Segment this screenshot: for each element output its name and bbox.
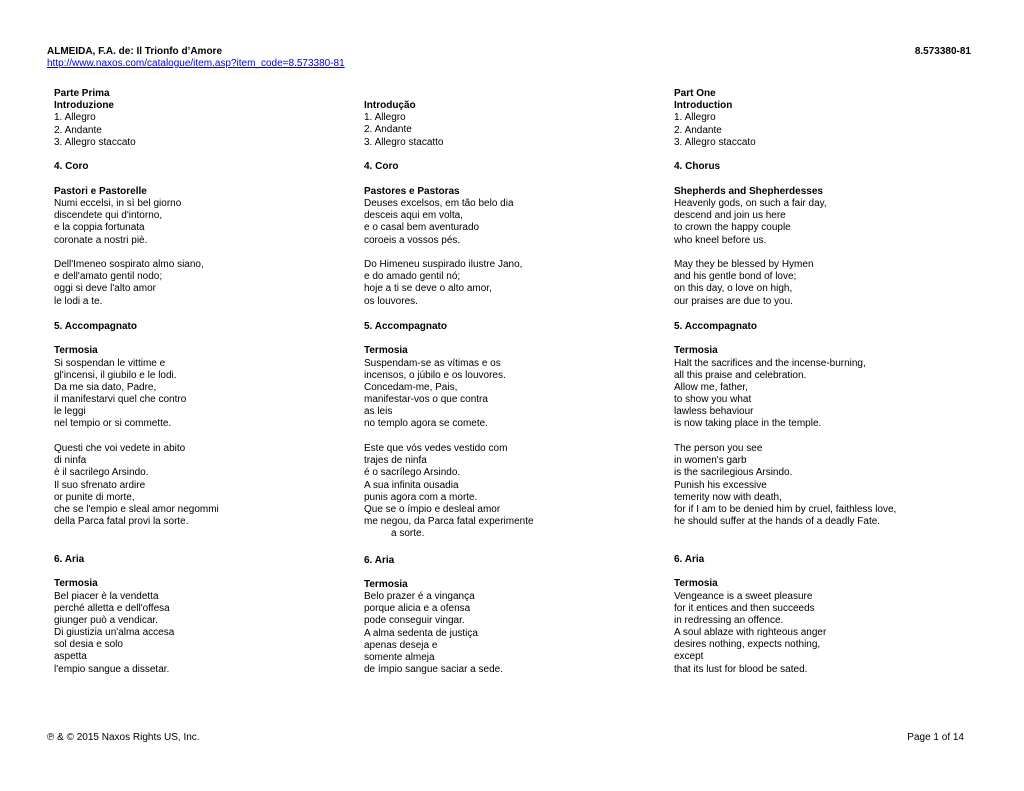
text-line: to show you what [674,394,752,406]
text-line: May they be blessed by Hymen [674,259,814,270]
text-line: Deuses excelsos, em tão belo dia [364,198,514,209]
text-line: Part One [674,88,716,99]
english-acc-title: 5. Accompagnato [674,321,757,332]
text-line: è il sacrilego Arsindo. [54,467,149,479]
italian-acc-title: 5. Accompagnato [54,321,137,332]
portuguese-acc-stanza-2-tail: a sorte. [391,528,425,540]
catalogue-link[interactable]: http://www.naxos.com/catalogue/item.asp?item_code=8.573380-81 [47,58,345,69]
text-line: on this day, o love on high, [674,283,793,295]
text-line: os louvores. [364,295,418,307]
text-line: il manifestarvi quel che contro [54,394,187,406]
text-line: is the sacrilegious Arsindo. [674,467,793,479]
english-coro-stanza-1 [674,198,827,247]
text-line: manifestar-vos o que contra [364,394,488,406]
text-line: incensos, o júbilo e os louvores. [364,369,506,381]
text-line: 2. Andante [54,124,102,136]
portuguese-acc-stanza-1 [364,358,506,431]
text-line: Si sospendan le vittime e [54,357,166,369]
portuguese-aria-stanza [364,591,503,676]
text-line: Introduction [674,100,733,112]
text-line: nel tempio or si commette. [54,418,172,430]
text-line: porque alicia e a ofensa [364,603,471,615]
text-line: hoje a ti se deve o alto amor, [364,283,492,295]
text-line: in women's garb [674,455,747,467]
portuguese-acc-title: 5. Accompagnato [364,321,447,332]
text-line: he should suffer at the hands of a deadly Fate. [674,516,881,528]
text-line: Do Himeneu suspirado ilustre Jano, [364,259,523,270]
portuguese-aria-title: 6. Aria [364,555,395,566]
text-line: e do amado gentil nó; [364,271,461,283]
text-line: A alma sedenta de justiça [364,627,478,639]
text-line: di ninfa [54,455,87,467]
italian-coro-title: 4. Coro [54,161,89,172]
text-line: is now taking place in the temple. [674,418,822,430]
text-line: Vengeance is a sweet pleasure [674,590,813,602]
text-line: to crown the happy couple [674,222,791,234]
english-acc-stanza-2 [674,443,896,528]
italian-acc-stanza-2 [54,443,219,528]
portuguese-acc-stanza-2 [364,443,534,528]
text-line: me negou, da Parca fatal experimente [364,516,534,528]
catalogue-code: 8.573380-81 [914,46,971,57]
italian-heading [54,88,114,112]
text-line: Di giustizia un'alma accesa [54,627,175,639]
english-coro-stanza-2 [674,259,814,308]
text-line: e o casal bem aventurado [364,222,480,234]
text-line: A sua infinita ousadia [364,479,459,491]
italian-aria-stanza [54,591,174,676]
english-intro-items [674,112,756,149]
text-line: 3. Allegro staccato [54,136,136,148]
english-coro-title: 4. Chorus [674,161,721,172]
text-line: Da me sia dato, Padre, [54,381,157,393]
english-acc-stanza-1 [674,358,866,431]
text-line: coroeis a vossos pés. [364,234,461,246]
text-line: 2. Andante [674,124,722,136]
text-line: Punish his excessive [674,479,767,491]
text-line: 1. Allegro [674,112,716,124]
text-line: perché alletta e dell'offesa [54,602,170,614]
text-line: trajes de ninfa [364,455,427,467]
text-line: le leggi [54,406,86,418]
text-line: and his gentle bond of love; [674,271,797,283]
text-line: lawless behaviour [674,406,754,418]
text-line: 3. Allegro stacatto [364,136,444,148]
portuguese-coro-stanza-2 [364,259,522,308]
italian-coro-stanza-2 [54,259,204,308]
text-line: che se l'empio e sleal amor negommi [54,503,219,515]
text-line: except [674,651,704,663]
text-line: Halt the sacrifices and the incense-burning, [674,357,866,369]
text-line: Allow me, father, [674,381,748,393]
english-aria-stanza [674,591,826,676]
text-line: Il suo sfrenato ardire [54,479,146,491]
text-line: desceis aqui em volta, [364,210,463,222]
english-acc-speaker: Termosia [674,345,718,356]
text-line: somente almeja [364,651,435,663]
text-line: Bel piacer è la vendetta [54,590,159,602]
text-line: Dell'Imeneo sospirato almo siano, [54,259,204,270]
text-line: 1. Allegro [54,112,96,124]
text-line: Belo prazer é a vingança [364,591,475,602]
text-line: for if I am to be denied him by cruel, faithless love, [674,503,897,515]
document-title: ALMEIDA, F.A. de: Il Trionfo d’Amore [47,46,222,57]
english-coro-speaker: Shepherds and Shepherdesses [674,186,823,197]
text-line: The person you see [674,443,763,454]
text-line: oggi si deve l'alto amor [54,283,156,295]
text-line: apenas deseja e [364,639,438,651]
text-line: punis agora com a morte. [364,491,478,503]
text-line: Suspendam-se as vítimas e os [364,357,501,369]
english-aria-speaker: Termosia [674,578,718,589]
italian-acc-speaker: Termosia [54,345,98,356]
text-line: Parte Prima [54,88,110,99]
text-line: é o sacrílego Arsindo. [364,467,461,479]
text-line: for it entices and then succeeds [674,602,815,614]
text-line: le lodi a te. [54,295,103,307]
text-line: coronate a nostri piè. [54,234,148,246]
portuguese-coro-speaker: Pastores e Pastoras [364,186,460,197]
text-line: Numi eccelsi, in sì bel giorno [54,198,182,209]
text-line: sol desia e solo [54,639,123,651]
text-line: Concedam-me, Pais, [364,381,458,393]
text-line: A soul ablaze with righteous anger [674,627,827,639]
text-line: who kneel before us. [674,234,767,246]
text-line: all this praise and celebration. [674,369,807,381]
text-line: pode conseguir vingar. [364,615,465,627]
text-line: as leis [364,406,393,418]
text-line: temerity now with death, [674,491,782,503]
italian-coro-stanza-1 [54,198,181,247]
text-line: Este que vós vedes vestido com [364,443,508,454]
text-line: l'empio sangue a dissetar. [54,663,170,675]
copyright-notice: ℗ & © 2015 Naxos Rights US, Inc. [47,732,200,743]
portuguese-coro-title: 4. Coro [364,161,399,172]
italian-acc-stanza-1 [54,358,186,431]
page-number: Page 1 of 14 [907,732,964,743]
portuguese-intro-items [364,112,444,149]
text-line: desires nothing, expects nothing, [674,639,821,651]
text-line: Questi che voi vedete in abito [54,443,186,454]
portuguese-acc-speaker: Termosia [364,345,408,356]
text-line: Introduzione [54,100,114,112]
text-line: no templo agora se comete. [364,418,488,430]
italian-aria-speaker: Termosia [54,578,98,589]
text-line: that its lust for blood be sated. [674,663,808,675]
text-line: or punite di morte, [54,491,135,503]
text-line: aspetta [54,651,87,663]
text-line: e dell'amato gentil nodo; [54,271,163,283]
english-aria-title: 6. Aria [674,554,705,565]
italian-intro-items [54,112,136,149]
text-line: our praises are due to you. [674,295,793,307]
text-line: discendete qui d'intorno, [54,210,163,222]
text-line: Que se o ímpio e desleal amor [364,503,501,515]
portuguese-coro-stanza-1 [364,198,514,247]
text-line: in redressing an offence. [674,614,784,626]
italian-aria-title: 6. Aria [54,554,85,565]
text-line: 3. Allegro staccato [674,136,756,148]
text-line: giunger può a vendicar. [54,614,158,626]
english-heading [674,88,732,112]
text-line: gl'incensi, il giubilo e le lodi. [54,369,177,381]
text-line: descend and join us here [674,210,786,222]
portuguese-aria-speaker: Termosia [364,579,408,590]
text-line: 1. Allegro [364,112,406,124]
text-line: della Parca fatal provi la sorte. [54,516,189,528]
text-line: Heavenly gods, on such a fair day, [674,198,827,209]
text-line: Introdução [364,100,416,111]
portuguese-heading [364,100,416,112]
text-line: de ímpio sangue saciar a sede. [364,664,503,676]
text-line: 2. Andante [364,124,412,136]
italian-coro-speaker: Pastori e Pastorelle [54,186,147,197]
text-line: e la coppia fortunata [54,222,145,234]
